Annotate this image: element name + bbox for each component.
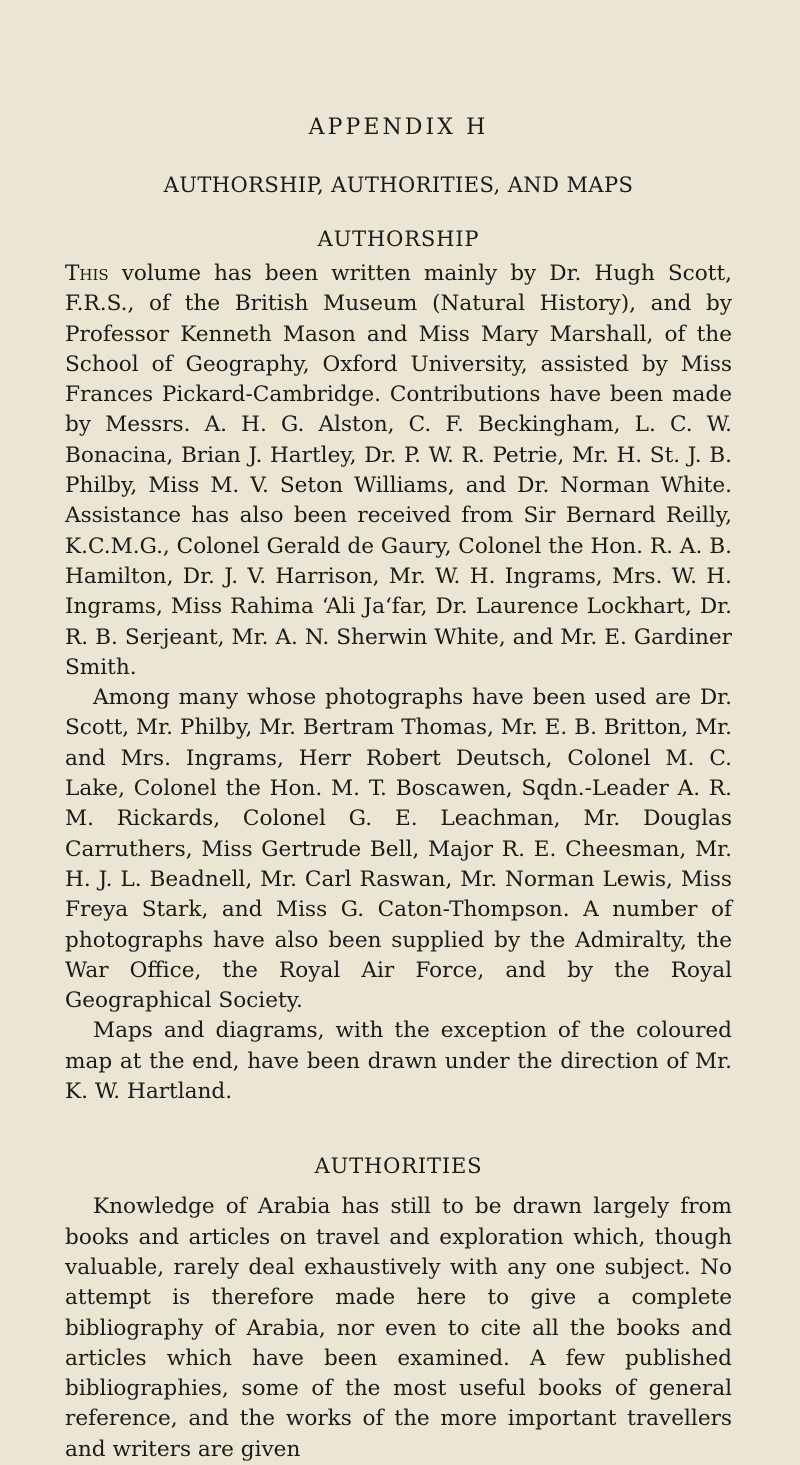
authorities-paragraph-1: Knowledge of Arabia has still to be drawn largely from books and articles on travel and exploration which, though valuable, rarely deal exhaustively with any one subject. No attempt is therefore made here to give a complete bibliography of Arabia, nor even to cite all the books and articles which have been examined. A few published bibliographies, some of the most useful books of general reference, and the works of the more important travellers and writers are given [65, 1194, 732, 1462]
authorities-heading: AUTHORITIES [314, 1154, 483, 1179]
page-subtitle: AUTHORSHIP, AUTHORITIES, AND MAPS [163, 173, 634, 197]
authorities-body [65, 1192, 732, 1465]
authorship-section [65, 225, 732, 1107]
authorship-paragraph-3: Maps and diagrams, with the exception of the coloured map at the end, have been drawn under the direction of Mr. K. W. Hartland. [65, 1018, 732, 1105]
authorship-paragraph-1 [65, 259, 732, 683]
authorship-paragraph-2: Among many whose photographs have been used are Dr. Scott, Mr. Philby, Mr. Bertram Thomas, Mr. E. B. Britton, Mr. and Mrs. Ingrams, Herr Robert Deutsch, Colonel M. C. Lake, Colonel the Hon. M. T. Boscawen, Sqdn.-Leader A. R. M. Rickards, Colonel G. E. Leachman, Mr. Douglas Carruthers, Miss Gertrude Bell, Major R. E. Cheesman, Mr. H. J. L. Beadnell, Mr. Carl Raswan, Mr. Norman Lewis, Miss Freya Stark, and Miss G. Caton-Thompson. A number of photographs have also been supplied by the Admiralty, the War Office, the Royal Air Force, and by the Royal Geographical Society. [65, 685, 732, 1014]
authorship-first-word: This [65, 261, 109, 286]
appendix-heading: APPENDIX H [308, 115, 489, 140]
authorities-section [65, 1152, 732, 1465]
authorship-body [65, 259, 732, 1107]
authorship-paragraph-1-text: volume has been written mainly by Dr. Hugh Scott, F.R.S., of the British Museum (Natural History), and by Professor Kenneth Mason and Miss Mary Marshall, of the School of Geography, Oxford University, assisted by Miss Frances Pickard-Cambridge. Contributions have been made by Messrs. A. H. G. Alston, C. F. Beckingham, L. C. W. Bonacina, Brian J. Hartley, Dr. P. W. R. Petrie, Mr. H. St. J. B. Philby, Miss M. V. Seton Williams, and Dr. Norman White. Assistance has also been received from Sir Bernard Reilly, K.C.M.G., Colonel Gerald de Gaury, Colonel the Hon. R. A. B. Hamilton, Dr. J. V. Harrison, Mr. W. H. Ingrams, Mrs. W. H. Ingrams, Miss Rahima ‘Ali Ja‘far, Dr. Laurence Lockhart, Dr. R. B. Serjeant, Mr. A. N. Sherwin White, and Mr. E. Gardiner Smith. [65, 261, 732, 680]
authorship-heading: AUTHORSHIP [317, 227, 480, 251]
